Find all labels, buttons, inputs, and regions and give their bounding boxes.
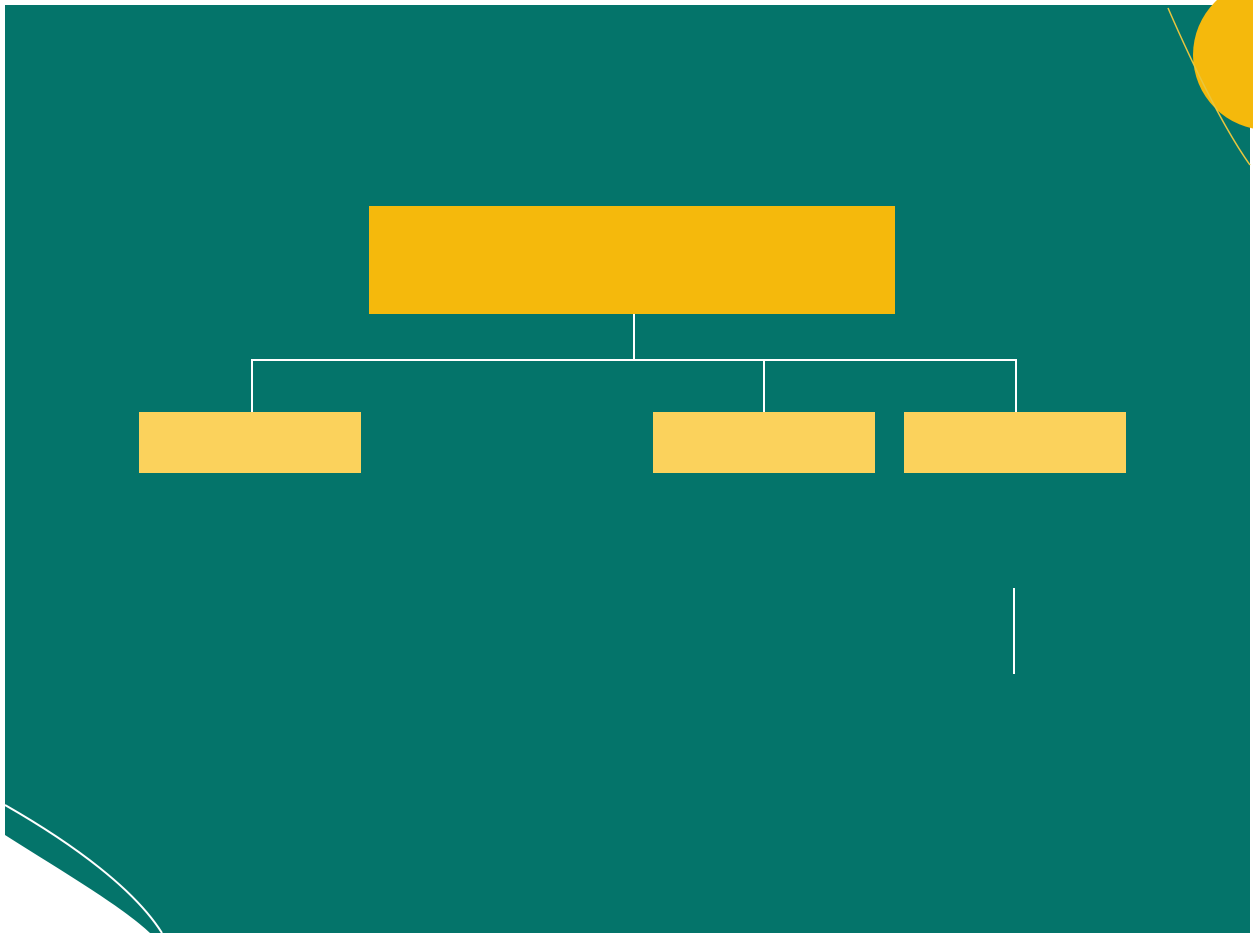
connector-clinicas: [763, 359, 765, 412]
main-title: [369, 206, 895, 314]
header-muestras-clinicas: [653, 412, 875, 473]
connector-title-trunk: [633, 314, 635, 360]
connector-ambientales: [1015, 359, 1017, 412]
yellow-circle-decoration: [1193, 0, 1253, 130]
white-corner-decoration: [5, 835, 150, 933]
connector-horizontal: [251, 359, 1017, 361]
header-aspectos-generales: [139, 412, 361, 473]
header-muestras-ambientales: [904, 412, 1126, 473]
connector-subitems: [1013, 588, 1015, 674]
connector-aspectos: [251, 359, 253, 412]
